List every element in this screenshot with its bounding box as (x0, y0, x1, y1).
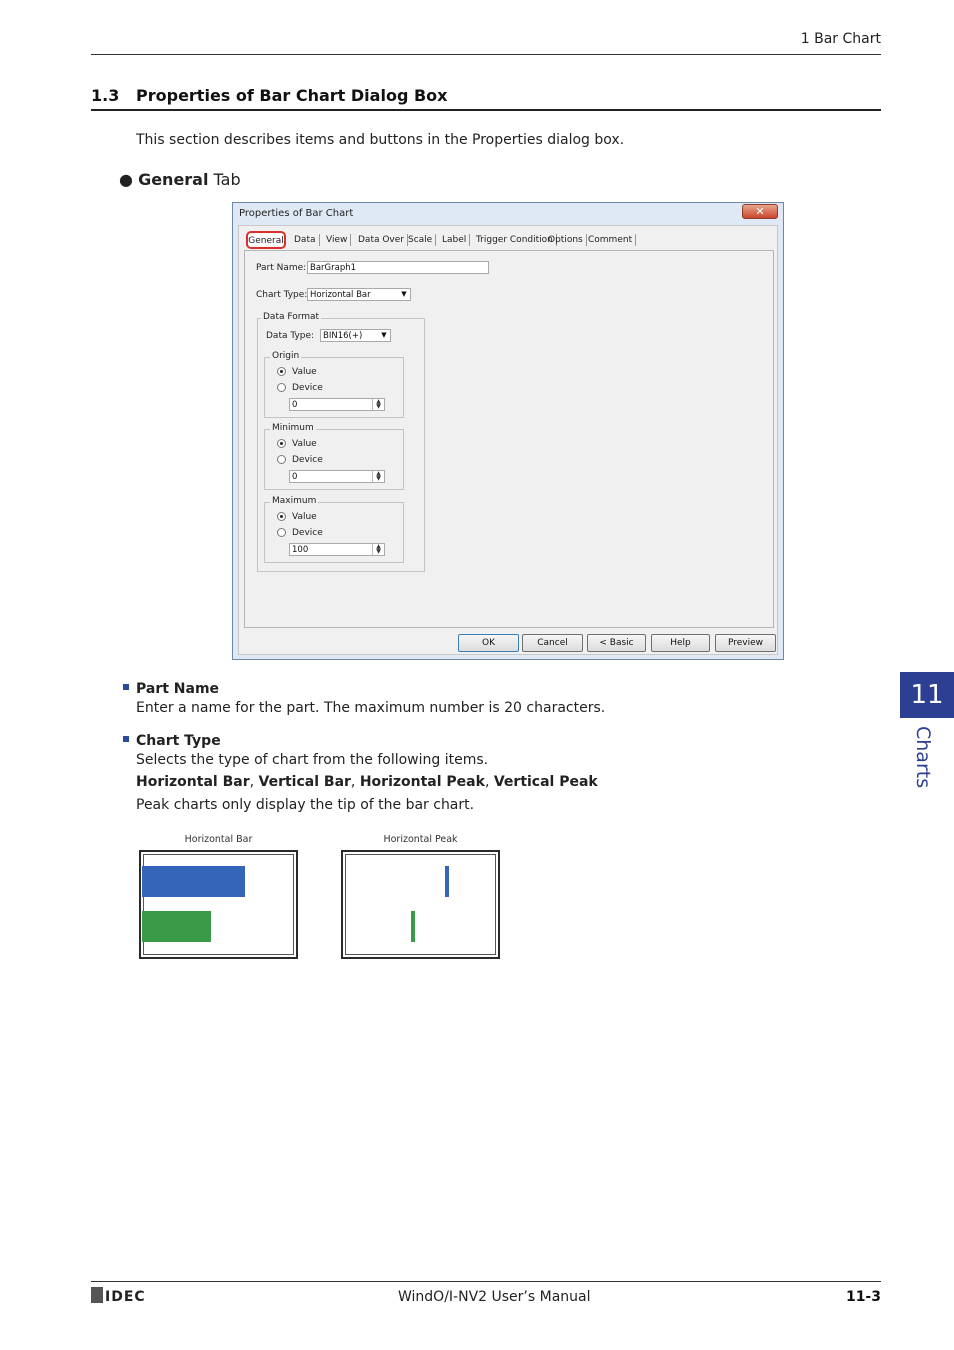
square-bullet-icon (123, 684, 129, 690)
chart-type-option: Horizontal Peak (359, 774, 485, 790)
header-rule (91, 54, 881, 55)
tab-data-over[interactable]: Data Over (355, 234, 408, 246)
help-button[interactable]: Help (651, 634, 710, 652)
chart-type-options (136, 774, 598, 790)
tab-general[interactable]: General (246, 231, 286, 249)
properties-dialog (232, 202, 784, 660)
tab-comment[interactable]: Comment (585, 234, 636, 246)
chart-type-label: Chart Type: (256, 290, 308, 300)
general-tab-heading (119, 170, 241, 189)
option-separator: , (249, 774, 259, 790)
part-name-input[interactable]: BarGraph1 (307, 261, 489, 274)
horizontal-peak-example-label: Horizontal Peak (383, 834, 458, 845)
tab-trigger-condition[interactable]: Trigger Condition (473, 234, 557, 246)
origin-group (264, 351, 404, 418)
logo-mark-icon (91, 1287, 103, 1303)
dialog-body (238, 225, 778, 655)
general-panel (244, 250, 774, 628)
chevron-down-icon: ▼ (401, 290, 407, 298)
maximum-group (264, 496, 404, 563)
origin-value-radio[interactable] (277, 367, 317, 377)
maximum-group-title: Maximum (272, 496, 317, 506)
section-number: 1.3 (91, 86, 120, 105)
origin-device-radio[interactable] (277, 383, 323, 393)
general-tab-heading-bold: General (138, 170, 209, 189)
minimum-value-input[interactable] (289, 470, 385, 483)
chart-type-option: Horizontal Bar (136, 774, 250, 790)
part-name-heading-text: Part Name (136, 681, 220, 697)
radio-selected-icon (277, 512, 286, 521)
data-type-value: BIN16(+) (323, 331, 363, 341)
tab-data[interactable]: Data (291, 234, 320, 246)
minimum-device-radio[interactable] (277, 455, 323, 465)
minimum-group (264, 423, 404, 490)
origin-value-text: 0 (292, 400, 298, 410)
intro-text: This section describes items and buttons in the Properties dialog box. (136, 132, 625, 148)
maximum-device-radio-label: Device (292, 528, 323, 538)
cancel-button[interactable]: Cancel (522, 634, 583, 652)
square-bullet-icon (123, 736, 129, 742)
page-number: 11-3 (845, 1289, 881, 1305)
circle-bullet-icon: ● (119, 170, 133, 189)
maximum-value-radio-label: Value (292, 512, 317, 522)
spinner-icon[interactable]: ▲ ▼ (372, 544, 384, 555)
green-bar (142, 911, 211, 942)
green-peak (411, 911, 415, 942)
spinner-icon[interactable]: ▲ ▼ (372, 399, 384, 410)
radio-unselected-icon (277, 528, 286, 537)
origin-device-radio-label: Device (292, 383, 323, 393)
ok-button[interactable]: OK (458, 634, 519, 652)
section-title (91, 86, 447, 105)
peak-note: Peak charts only display the tip of the bar chart. (136, 797, 475, 813)
manual-title: WindO/I-NV2 User’s Manual (398, 1289, 591, 1305)
data-type-select[interactable] (320, 329, 391, 342)
minimum-group-title: Minimum (272, 423, 314, 433)
option-separator: , (484, 774, 494, 790)
maximum-value-radio[interactable] (277, 512, 317, 522)
origin-value-input[interactable] (289, 398, 385, 411)
radio-selected-icon (277, 367, 286, 376)
chart-type-select[interactable] (307, 288, 411, 301)
general-tab-heading-rest: Tab (208, 170, 241, 189)
tab-scale[interactable]: Scale (405, 234, 436, 246)
chart-type-desc: Selects the type of chart from the following items. (136, 752, 489, 768)
tab-options[interactable]: Options (545, 234, 587, 246)
footer-rule (91, 1281, 881, 1282)
tab-label[interactable]: Label (439, 234, 470, 246)
minimum-value-text: 0 (292, 472, 298, 482)
part-name-desc: Enter a name for the part. The maximum number is 20 characters. (136, 700, 606, 716)
preview-button[interactable]: Preview (715, 634, 776, 652)
origin-group-title: Origin (272, 351, 300, 361)
chapter-number-tab: 11 (900, 672, 954, 718)
spinner-icon[interactable]: ▲ ▼ (372, 471, 384, 482)
minimum-device-radio-label: Device (292, 455, 323, 465)
part-name-heading (123, 681, 219, 697)
chart-type-value: Horizontal Bar (310, 290, 371, 300)
data-type-label: Data Type: (266, 331, 315, 341)
radio-selected-icon (277, 439, 286, 448)
idec-logo (91, 1289, 146, 1305)
running-header: 1 Bar Chart (800, 31, 881, 47)
basic-button[interactable]: < Basic (587, 634, 646, 652)
close-icon[interactable]: ✕ (742, 204, 778, 219)
section-title-text: Properties of Bar Chart Dialog Box (136, 86, 448, 105)
chart-type-heading (123, 733, 221, 749)
dialog-title: Properties of Bar Chart (239, 208, 354, 219)
horizontal-peak-example (341, 850, 500, 959)
maximum-value-text: 100 (292, 545, 309, 555)
part-name-label: Part Name: (256, 263, 307, 273)
logo-text: IDEC (105, 1289, 146, 1305)
radio-unselected-icon (277, 455, 286, 464)
radio-unselected-icon (277, 383, 286, 392)
tab-view[interactable]: View (323, 234, 351, 246)
maximum-device-radio[interactable] (277, 528, 323, 538)
data-format-group-title: Data Format (263, 312, 320, 322)
chart-type-option: Vertical Peak (493, 774, 598, 790)
data-format-group (257, 312, 425, 572)
option-separator: , (350, 774, 360, 790)
chart-type-option: Vertical Bar (258, 774, 351, 790)
horizontal-bar-example-label: Horizontal Bar (184, 834, 253, 845)
chart-type-heading-text: Chart Type (136, 733, 221, 749)
blue-peak (445, 866, 449, 897)
blue-bar (142, 866, 245, 897)
minimum-value-radio[interactable] (277, 439, 317, 449)
section-rule (91, 109, 881, 111)
chevron-down-icon: ▼ (381, 331, 387, 339)
maximum-value-input[interactable] (289, 543, 385, 556)
minimum-value-radio-label: Value (292, 439, 317, 449)
origin-value-radio-label: Value (292, 367, 317, 377)
chapter-side-label: Charts (912, 726, 934, 789)
horizontal-bar-example (139, 850, 298, 959)
